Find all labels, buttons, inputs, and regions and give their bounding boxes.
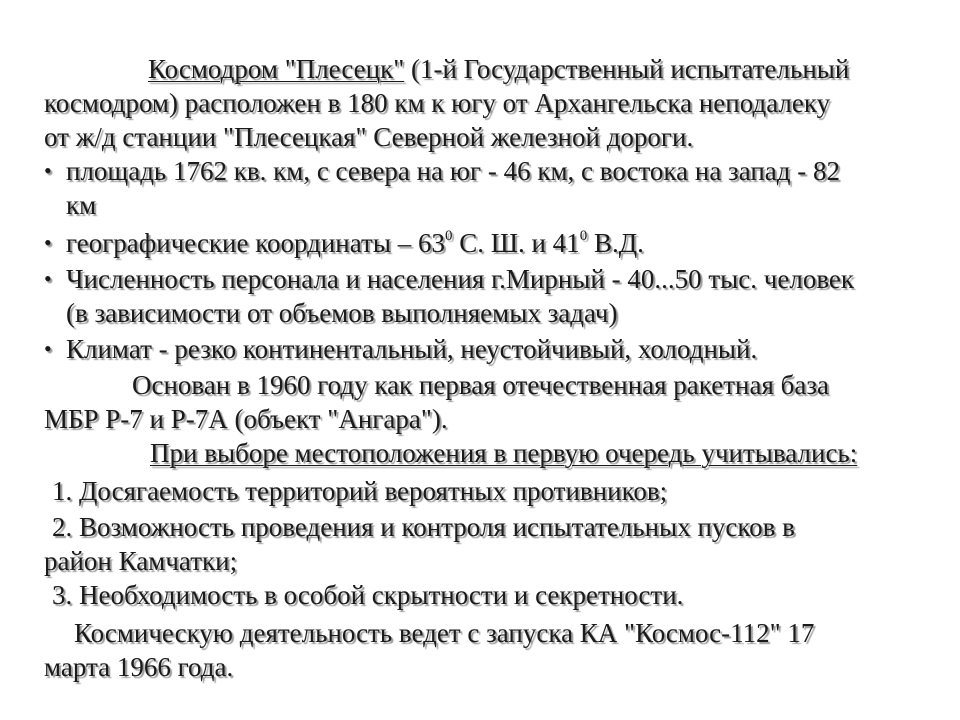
founded-line-2: МБР Р-7 и Р-7А (объект "Ангара"). [44,404,448,434]
bullet-personnel-text-2: (в зависимости от объемов выполняемых задач) [66,298,618,328]
criteria-item-2: 2. Возможность проведения и контроля испытательных пусков в [52,512,795,542]
bullet-dot: • [44,266,52,291]
bullet-dot: • [44,336,52,361]
coord-mid: С. Ш. и 41 [452,228,580,258]
criteria-heading [150,436,960,470]
intro-line-3: от ж/д станции "Плесецкая" Северной железной дороги. [44,122,694,152]
bullet-area-text-2: км [66,190,97,220]
bullet-area-text: площадь 1762 кв. км, с севера на юг - 46 км, с востока на запад - 82 [66,156,841,186]
founded-line-1: Основан в 1960 году как первая отечественная ракетная база [132,370,829,400]
bullet-dot: • [44,158,52,183]
plesetsk-title-link[interactable]: Космодром "Плесецк" [148,54,405,84]
bullet-climate-text: Климат - резко континентальный, неустойчивый, холодный. [66,334,758,364]
degree-sup-1: 0 [444,228,453,244]
bullet-coordinates-text [66,226,644,260]
intro-line-1 [148,52,960,86]
degree-sup-2: 0 [579,228,588,244]
criteria-item-1: 1. Досягаемость территорий вероятных противников; [52,476,668,506]
bullet-dot: • [44,230,52,255]
coord-end: В.Д. [587,228,644,258]
coord-pre: географические координаты – 63 [66,228,445,258]
criteria-item-3: 3. Необходимость в особой скрытности и секретности. [52,580,684,610]
space-line-2: марта 1966 года. [44,652,234,682]
criteria-item-2-cont: район Камчатки; [44,546,238,576]
space-line-1: Космическую деятельность ведет с запуска КА "Космос-112" 17 [74,618,815,648]
intro-line-2: космодром) расположен в 180 км к югу от Архангельска неподалеку [44,88,831,118]
intro-line-1-rest: (1-й Государственный испытательный [404,54,850,84]
criteria-heading-text: При выборе местоположения в первую очередь учитывались: [150,438,858,468]
bullet-personnel-text: Численность персонала и населения г.Мирный - 40...50 тыс. человек [66,264,855,294]
